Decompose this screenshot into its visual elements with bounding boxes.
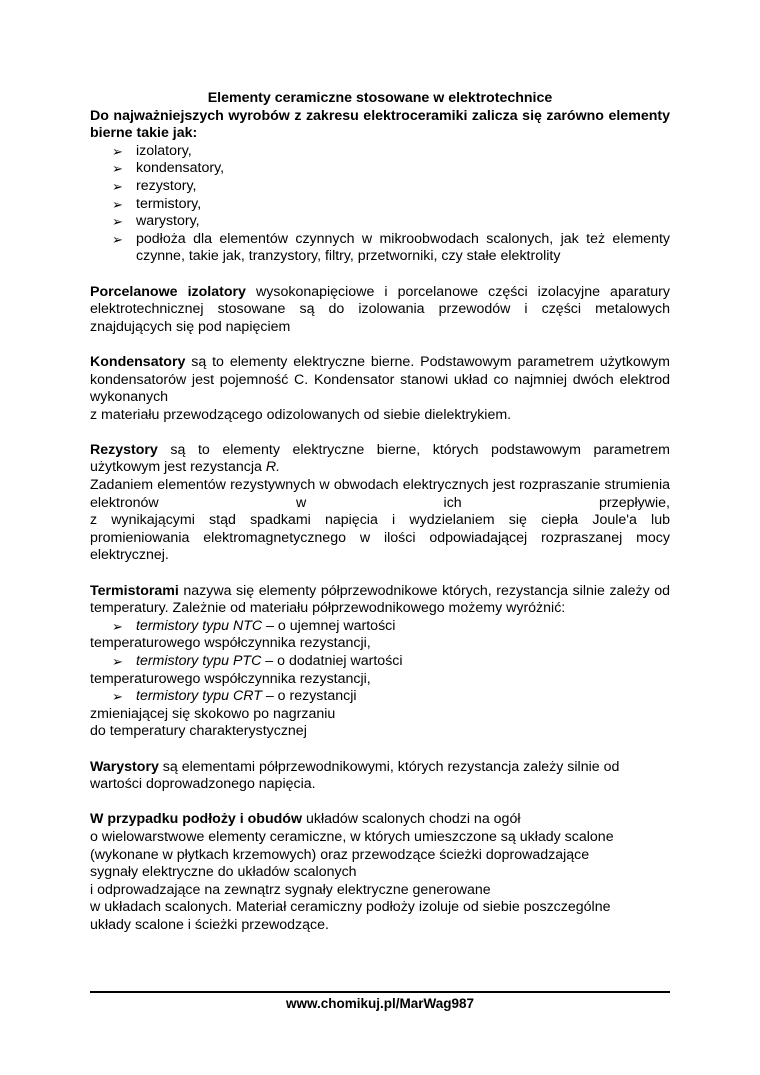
substrates-paragraph: W przypadku podłoży i obudów układów scalonych chodzi na ogół o wielowarstwowe elementy ceramiczne, w których umieszczone są układy scalone (wykonane w płytkach krzemowych) oraz przewodzące ścieżki doprowadzające sygnały elektryczne do układów scalonych i odprowadzające na zewnątrz sygnały elektryczne generowane w układach scalonych. Materiał ceramiczny podłoży izoluje od siebie poszczególne układy scalone i ścieżki przewodzące. [90,811,614,933]
varistors-paragraph: Warystory są elementami półprzewodnikowymi, których rezystancja zależy silnie od wartości doprowadzonego napięcia. [90,758,620,793]
list-item: ➢ termistory typu NTC – o ujemnej wartości [112,617,396,634]
thermistor-types-list: ➢ termistory typu NTC – o ujemnej wartości temperaturowego współczynnika rezystancji, ➢ termistory typu PTC – o dodatniej wartości temperaturowego współczynnika rezystancji, ➢ termistory typu CRT – o rezystancji zmieniającej się skokowo po nagrzaniu do temperatury charakterystycznej [90,618,670,741]
intro-paragraph: Do najważniejszych wyrobów z zakresu elektroceramiki zalicza się zarówno elementy bierne takie jak: [90,107,670,142]
arrow-bullet-icon: ➢ [112,618,123,634]
arrow-bullet-icon: ➢ [112,143,123,159]
list-item: ➢ podłoża dla elementów czynnych w mikroobwodach scalonych, jak też elementy czynne, takie jak, tranzystory, filtry, przetworniki, czy stałe elektrolity [112,230,670,265]
resistors-paragraph: Rezystory są to elementy elektryczne bierne, których podstawowym parametrem użytkowym jest rezystancja R. [90,441,670,476]
arrow-bullet-icon: ➢ [112,214,123,230]
arrow-bullet-icon: ➢ [112,689,123,705]
list-item: ➢ warystory, [112,213,200,230]
arrow-bullet-icon: ➢ [112,231,123,247]
capacitors-paragraph-end: z materiału przewodzącego odizolowanych od siebie dielektrykiem. [90,406,512,423]
footer-url: www.chomikuj.pl/MarWag987 [285,996,475,1011]
list-item: ➢ rezystory, [112,177,197,194]
resistors-paragraph-3: z wynikającymi stąd spadkami napięcia i wydzielaniem się ciepła Joule'a lub promieniowania elektromagnetycznego w ilości odpowiadającej rozpraszanej mocy elektrycznej. [90,512,670,564]
footer-divider [90,991,670,993]
arrow-bullet-icon: ➢ [112,196,123,212]
list-item: ➢ termistory, [112,195,202,212]
list-item: ➢ termistory typu CRT – o rezystancji [112,688,357,705]
porcelain-paragraph: Porcelanowe izolatory wysokonapięciowe i porcelanowe części izolacyjne aparatury elektrotechnicznej stosowane są do izolowania przewodów i części metalowych znajdujących się pod napięciem [90,283,670,335]
resistors-paragraph-2: Zadaniem elementów rezystywnych w obwodach elektrycznych jest rozpraszanie strumienia elektronów w ich przepływie, [90,477,670,511]
document-body [90,90,670,935]
capacitors-paragraph: Kondensatory są to elementy elektryczne bierne. Podstawowym parametrem użytkowym kondensatorów jest pojemność C. Kondensator stanowi układ co najmniej dwóch elektrod wykonanych [90,353,670,406]
list-item: ➢ izolatory, [112,142,192,159]
element-list [90,143,670,266]
list-item: ➢ termistory typu PTC – o dodatniej wartości [112,653,403,669]
arrow-bullet-icon: ➢ [112,161,123,177]
thermistors-paragraph: Termistorami nazywa się elementy półprzewodnikowe których, rezystancja silnie zależy od temperatury. Zależnie od materiału półprzewodnikowego możemy wyróżnić: [90,582,670,617]
arrow-bullet-icon: ➢ [112,654,123,669]
list-item: ➢ kondensatory, [112,160,225,177]
arrow-bullet-icon: ➢ [112,178,123,194]
document-title: Elementy ceramiczne stosowane w elektrotechnice [207,90,553,106]
